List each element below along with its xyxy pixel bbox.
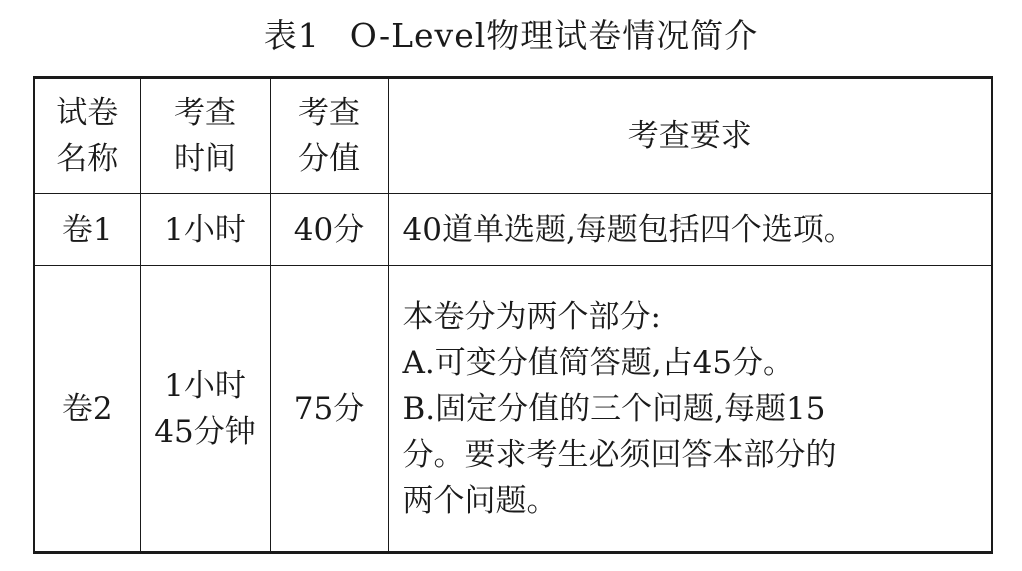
header-paper-name-line: 试卷	[56, 95, 119, 131]
cell-exam-time-line: 1小时	[164, 367, 246, 404]
header-exam-score-line: 分值	[298, 141, 360, 177]
requirement-line: 两个问题。	[402, 482, 558, 519]
header-exam-score-line: 考查	[298, 95, 360, 131]
header-exam-time	[140, 78, 270, 194]
cell-exam-time	[140, 266, 270, 553]
requirement-line: A.可变分值简答题,占45分。	[402, 344, 795, 381]
table-caption	[0, 14, 1022, 58]
requirement-line: B.固定分值的三个问题,每题15	[402, 390, 826, 427]
cell-paper-name: 卷2	[34, 266, 140, 553]
cell-exam-time	[140, 194, 270, 266]
cell-requirement	[388, 194, 992, 266]
table-title: O-Level物理试卷情况简介	[349, 16, 759, 55]
cell-requirement	[388, 266, 992, 553]
cell-exam-time-line: 1小时	[164, 211, 246, 248]
cell-exam-time-line: 45分钟	[154, 413, 256, 450]
table-header-row	[34, 78, 992, 194]
cell-paper-name: 卷1	[34, 194, 140, 266]
cell-exam-score: 75分	[270, 266, 388, 553]
table-row	[34, 194, 992, 266]
header-requirement: 考查要求	[388, 78, 992, 194]
header-paper-name	[34, 78, 140, 194]
header-exam-time-line: 时间	[174, 141, 236, 177]
header-exam-score	[270, 78, 388, 194]
requirement-line: 40道单选题,每题包括四个选项。	[402, 211, 855, 248]
table-row	[34, 266, 992, 553]
table-number: 表1	[263, 16, 320, 55]
exam-paper-table	[33, 76, 993, 554]
cell-exam-score: 40分	[270, 194, 388, 266]
header-paper-name-line: 名称	[56, 141, 119, 177]
requirement-line: 分。要求考生必须回答本部分的	[402, 436, 837, 473]
requirement-line: 本卷分为两个部分:	[402, 298, 661, 335]
header-exam-time-line: 考查	[174, 95, 236, 131]
